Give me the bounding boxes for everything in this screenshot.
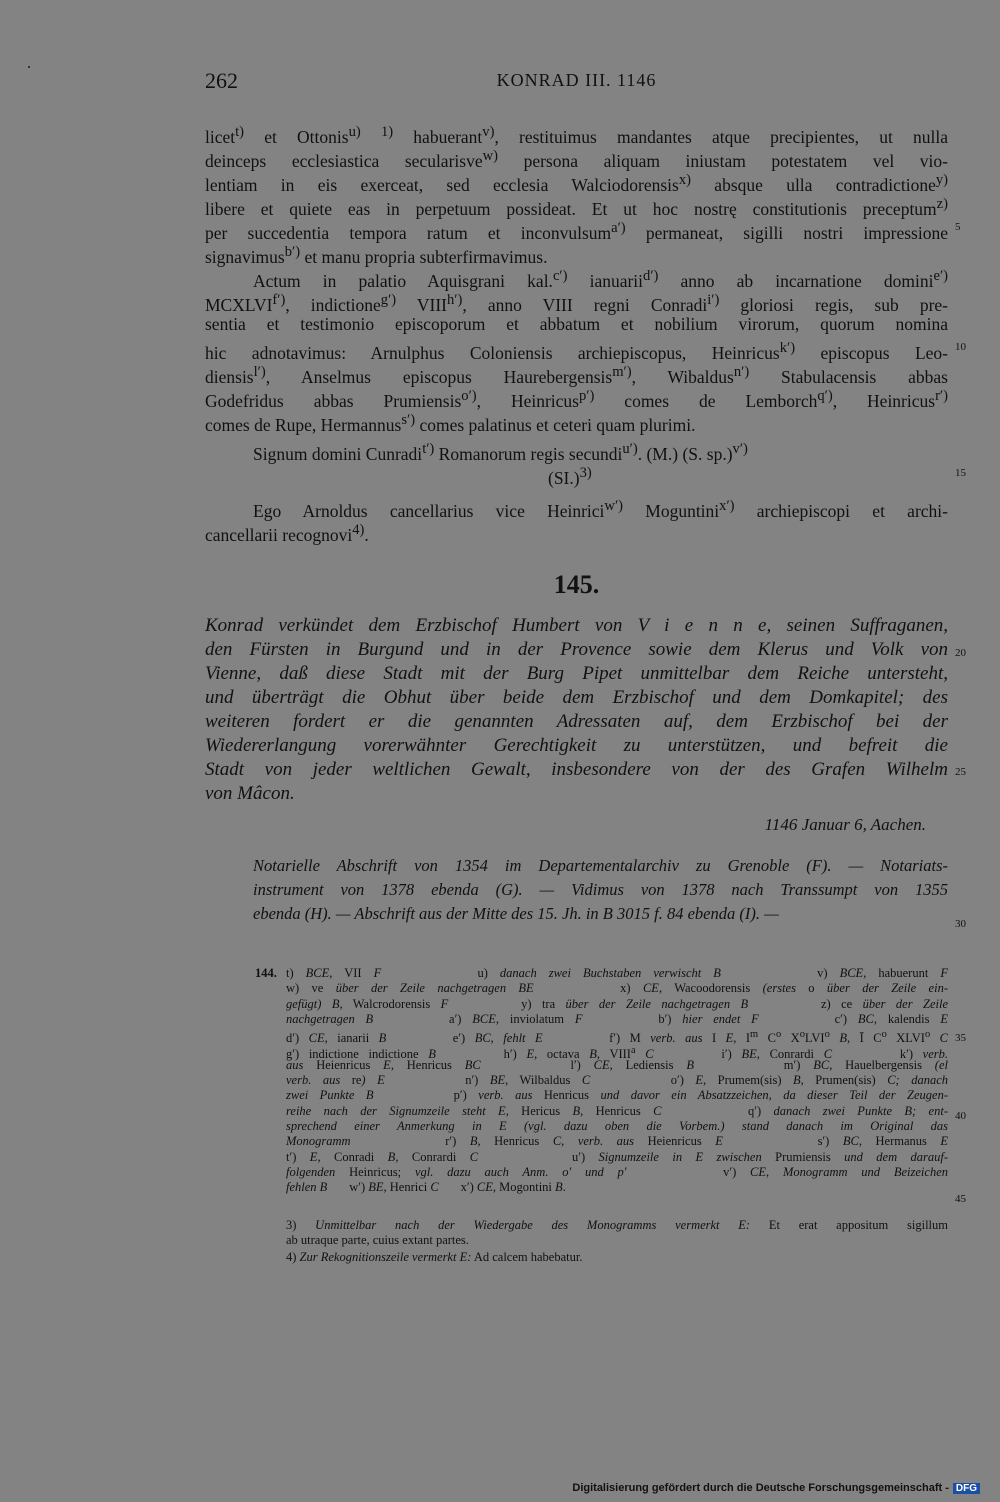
document-number: 145. bbox=[553, 570, 600, 599]
note-line: d′) CE, ianarii B e′) BC, fehlt E f′) M verb. aus I E, $I^m$ $C^o$ $X^oLVI^o$ B, Ī $C^o$ XLVI$^o$ C bbox=[286, 1029, 949, 1046]
note-line: t) BCE, VII F u) danach zwei Buchstaben verwischt B v) BCE, habuerunt F bbox=[286, 966, 948, 980]
footer-text: Digitalisierung gefördert durch die Deutsche Forschungsgemeinschaft - bbox=[572, 1482, 949, 1494]
margin-line-number: 5 bbox=[955, 221, 961, 233]
note-line: reihe nach der Signumzeile steht E, Hericus B, Henricus C q′) danach zwei Punkte B; ent- bbox=[286, 1103, 948, 1118]
charter-line: per succedentia tempora ratum et inconvulsum$^{a')}$ permaneat, sigilli nostri impressione bbox=[205, 220, 948, 243]
date-place: 1146 Januar 6, Aachen. bbox=[764, 815, 926, 834]
margin-line-number: 10 bbox=[955, 341, 966, 353]
margin-line-number: 25 bbox=[955, 766, 966, 778]
charter-line: hic adnotavimus: Arnulphus Coloniensis archiepiscopus, Heinricus$^{k')}$ episcopus Leo- bbox=[205, 340, 948, 363]
charter-line: Actum in palatio Aquisgrani kal.$^{c')}$ ianuarii$^{d')}$ anno ab incarnatione domini$^{e')}$ bbox=[253, 268, 949, 291]
dfg-logo: DFG bbox=[953, 1483, 980, 1494]
recognition-line: Ego Arnoldus cancellarius vice Heinrici$^{w')}$ Moguntini$^{x')}$ archiepiscopi et archi- bbox=[253, 498, 948, 521]
charter-line: sentia et testimonio episcoporum et abbatum et nobilium virorum, quorum nomina bbox=[205, 314, 948, 334]
regest-line: weiteren fordert er die genannten Adressaten auf, dem Erzbischof bei der bbox=[205, 711, 948, 732]
charter-line: lentiam in eis exerceat, sed ecclesia Walciodorensis$^{x)}$ absque ulla contradictione$^{y)}$ bbox=[205, 172, 948, 195]
charter-line: licet$^{t)}$ et Ottonis$^{u)}$ $^{1)}$ habuerant$^{v)}$, restituimus mandantes atque precipientes, ut nulla bbox=[205, 124, 949, 147]
margin-line-number: 20 bbox=[955, 647, 966, 659]
note-line: g′) indictione indictione B h′) E, octava B, VIII$^a$ C i′) BE, Conrardi C k′) verb. bbox=[286, 1044, 949, 1061]
footnote-line: 4) Zur Rekognitionszeile vermerkt E: Ad calcem habebatur. bbox=[286, 1250, 583, 1264]
charter-line: signavimus$^{b')}$ et manu propria subterfirmavimus. bbox=[205, 244, 548, 267]
recognition-line: cancellarii recognovi$^{4)}$. bbox=[205, 522, 369, 545]
note-line: t′) E, Conradi B, Conrardi C u′) Signumzeile in E zwischen Prumiensis und dem darauf- bbox=[286, 1149, 949, 1164]
seal-line: $(SI.)^{3)}$ bbox=[548, 465, 592, 488]
charter-line: libere et quiete eas in perpetuum possideat. Et ut hoc nostrę constitutionis preceptum$^{z)}$ bbox=[205, 196, 948, 219]
regest-line: und überträgt die Obhut über beide dem Erzbischof und dem Domkapitel; des bbox=[205, 687, 948, 708]
margin-line-number: 35 bbox=[955, 1032, 966, 1044]
signum-line: Signum domini Cunradi$^{t')}$ Romanorum regis secundi$^{u')}$. (M.) (S. sp.)$^{v')}$ bbox=[253, 441, 748, 464]
running-head: KONRAD III. 1146 bbox=[496, 70, 657, 90]
regest-line: Konrad verkündet dem Erzbischof Humbert von V i e n n e, seinen Suffraganen, bbox=[205, 615, 948, 636]
tradition-line: Notarielle Abschrift von 1354 im Departementalarchiv zu Grenoble (F). — Notariats- bbox=[253, 856, 948, 875]
note-line: sprechend einer Anmerkung in E (vgl. dazu oben die Vorbem.) stand danach im Original das bbox=[286, 1119, 948, 1133]
notes-label: 144. bbox=[255, 966, 277, 980]
tradition-line: instrument von 1378 ebenda (G). — Vidimus von 1378 nach Transsumpt von 1355 bbox=[253, 880, 948, 899]
footnote-line: ab utraque parte, cuius extant partes. bbox=[286, 1233, 469, 1247]
regest-line: von Mâcon. bbox=[205, 783, 295, 804]
margin-line-number: 15 bbox=[955, 467, 966, 479]
regest-line: Stadt von jeder weltlichen Gewalt, insbesondere von der des Grafen Wilhelm bbox=[205, 759, 948, 780]
charter-line: $MCXLVI^{f')}$, indictione$^{g')}$ $VIII^{h')}$, anno VIII regni Conradi$^{i')}$ gloriosi regis, sub pre- bbox=[205, 292, 948, 315]
footer-credit bbox=[572, 1482, 980, 1494]
charter-line: deinceps ecclesiastica secularisve$^{w)}$ persona aliquam iniustam potestatem vel vio- bbox=[205, 148, 948, 171]
note-line: verb. aus re) E n′) BE, Wilbaldus C o′) E, Prumem(sis) B, Prumen(sis) C; danach bbox=[286, 1073, 948, 1088]
note-line: zwei Punkte B p′) verb. aus Henricus und davor ein Absatzzeichen, da dieser Teil der Zeugen- bbox=[286, 1088, 948, 1103]
note-line: aus Heienricus E, Henricus BC l′) CE, Lediensis B m′) BC, Hauelbergensis (el bbox=[286, 1057, 948, 1072]
tradition-line: ebenda (H). — Abschrift aus der Mitte des 15. Jh. in B 3015 f. 84 ebenda (I). — bbox=[253, 904, 779, 923]
regest-line: den Fürsten in Burgund und in der Provence sowie dem Klerus und Volk von bbox=[205, 639, 948, 660]
regest-line: Wiedererlangung vorerwähnter Gerechtigkeit zu unterstützen, und befreit die bbox=[205, 735, 948, 756]
regest-line: Vienne, daß diese Stadt mit der Burg Pipet unmittelbar dem Reiche untersteht, bbox=[205, 663, 948, 684]
margin-line-number: 40 bbox=[955, 1110, 966, 1122]
scan-speck bbox=[28, 66, 30, 68]
note-line: folgenden Heinricus; vgl. dazu auch Anm. o′ und p′ v′) CE, Monogramm und Beizeichen bbox=[286, 1164, 948, 1179]
page-number: 262 bbox=[205, 68, 238, 93]
note-line: w) ve über der Zeile nachgetragen BE x) CE, Wacoodorensis (erstes o über der Zeile ein- bbox=[286, 981, 948, 996]
note-line: fehlen B w′) BE, Henrici C x′) CE, Mogontini B. bbox=[286, 1180, 566, 1195]
note-line: nachgetragen B a′) BCE, inviolatum F b′) hier endet F c′) BC, kalendis E bbox=[286, 1011, 948, 1026]
note-line: Monogramm r′) B, Henricus C, verb. aus Heienricus E s′) BC, Hermanus E bbox=[286, 1134, 949, 1149]
charter-line: diensis$^{l')}$, Anselmus episcopus Haurebergensis$^{m')}$, Wibaldus$^{n')}$ Stabulacensis abbas bbox=[205, 364, 948, 387]
charter-line: Godefridus abbas Prumiensis$^{o')}$, Heinricus$^{p')}$ comes de Lemborch$^{q')}$, Heinricus$^{r')}$ bbox=[205, 388, 948, 411]
note-line: gefügt) B, Walcrodorensis F y) tra über der Zeile nachgetragen B z) ce über der Zeile bbox=[286, 996, 948, 1011]
page-header bbox=[205, 68, 948, 98]
margin-line-number: 30 bbox=[955, 918, 966, 930]
footnote-line: 3) Unmittelbar nach der Wiedergabe des Monogramms vermerkt E: Et erat appositum sigillum bbox=[286, 1218, 948, 1232]
charter-line: comes de Rupe, Hermannus$^{s')}$ comes palatinus et ceteri quam plurimi. bbox=[205, 412, 696, 435]
margin-line-number: 45 bbox=[955, 1193, 966, 1205]
